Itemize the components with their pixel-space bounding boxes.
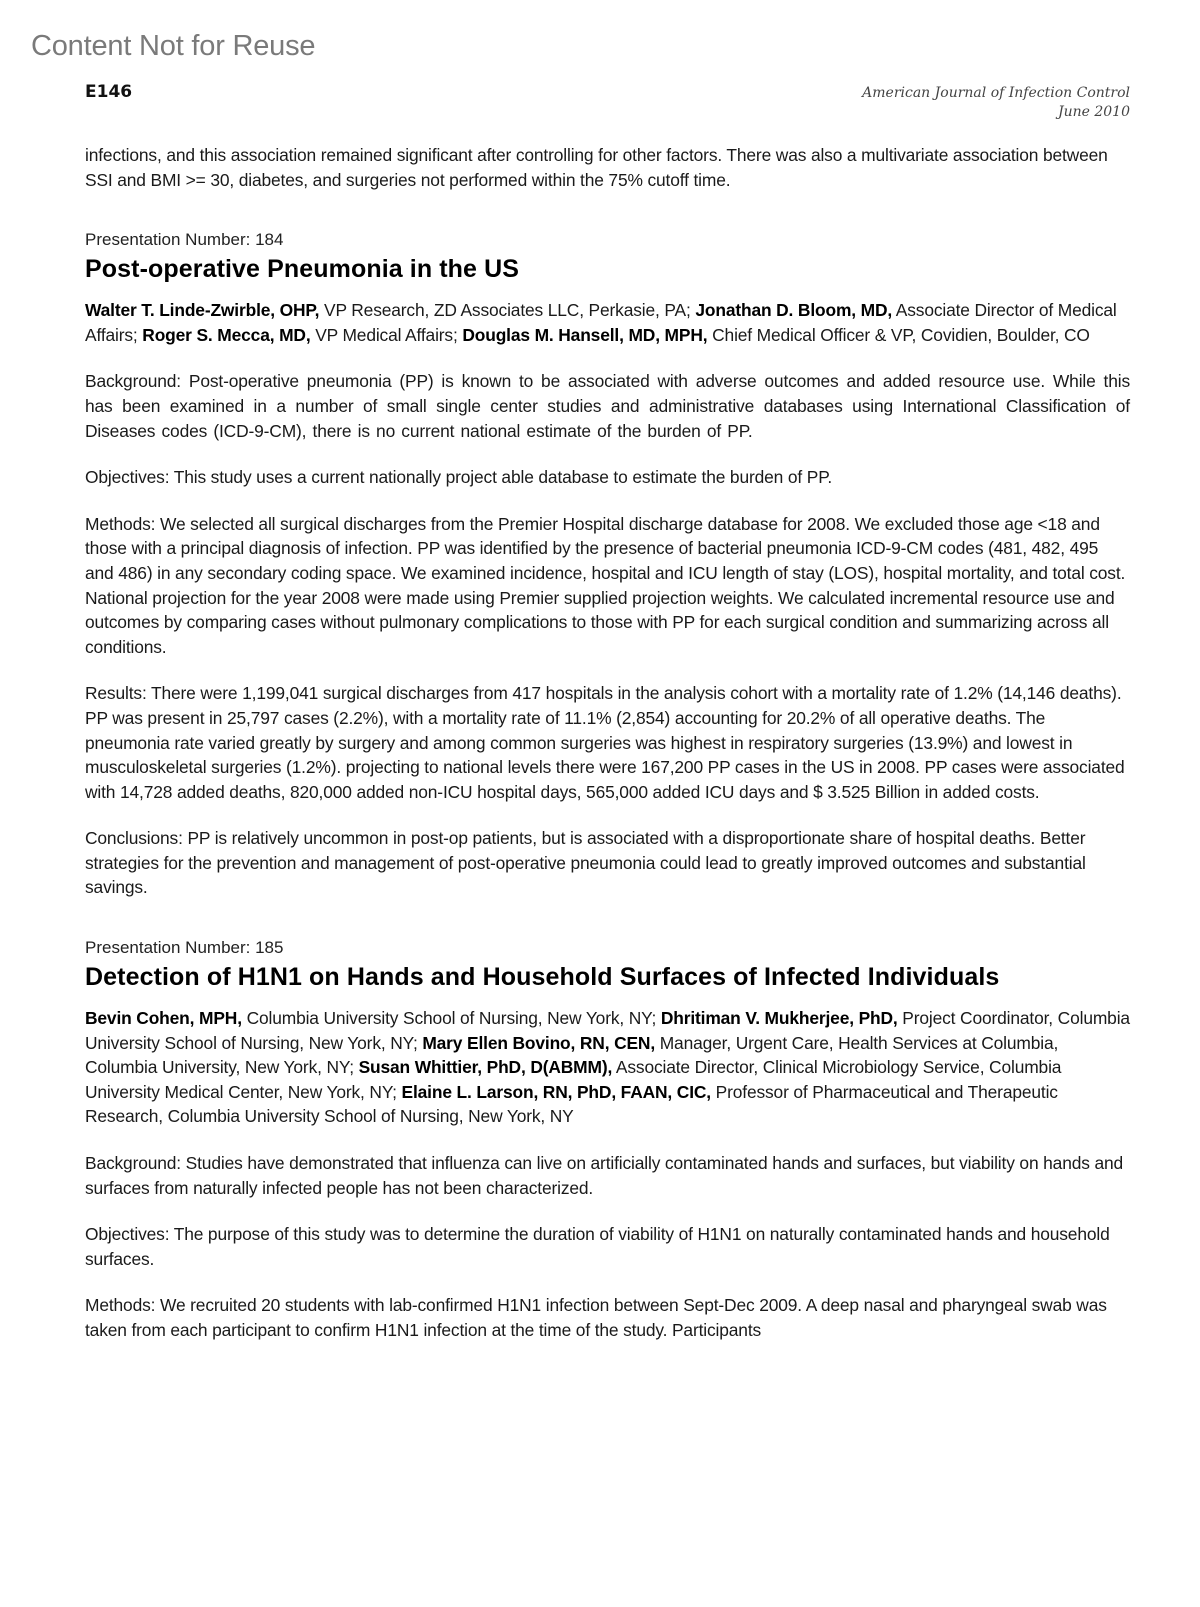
journal-date: June 2010 [1057, 104, 1130, 120]
author-affiliation: Associate Director, Clinical Microbiology Service, Columbia University Medical Center, New York, NY; [85, 1057, 1062, 1102]
methods-paragraph: Methods: We selected all surgical discharges from the Premier Hospital discharge database for 2008. We excluded those age <18 and those with a principal diagnosis of infection. PP was identified by the presence of bacterial pneumonia ICD-9-CM codes (481, 482, 495 and 486) in any secondary coding space. We examined incidence, hospital and ICU length of stay (LOS), hospital mortality, and total cost. National projection for the year 2008 were made using Premier supplied projection weights. We calculated incremental resource use and outcomes by comparing cases without pulmonary complications to those with PP for each surgical condition and summarizing across all conditions. [85, 513, 1126, 657]
author-affiliation: Manager, Urgent Care, Health Services at Columbia, Columbia University, New York, NY; [85, 1032, 1059, 1078]
results-paragraph: Results: There were 1,199,041 surgical discharges from 417 hospitals in the analysis cohort with a mortality rate of 1.2% (14,146 deaths). PP was present in 25,797 cases (2.2%), with a mortality rate of 11.1% (2,854) accounting for 20.2% of all operative deaths. The pneumonia rate varied greatly by surgery and among common surgeries was highest in respiratory surgeries (13.9%) and lowest in musculoskeletal surgeries (1.2%). projecting to national levels there were 167,200 PP cases in the US in 2008. PP cases were associated with 14,728 added deaths, 820,000 added non-ICU hospital days, 565,000 added ICU days and $ 3.525 Billion in added costs. [85, 683, 1125, 802]
background-paragraph: Background: Studies have demonstrated that influenza can live on artificially contaminated hands and surfaces, but viability on hands and surfaces from naturally infected people has not been characterized. [85, 1153, 1124, 1198]
abstract-184 [85, 228, 1130, 900]
conclusions-paragraph: Conclusions: PP is relatively uncommon in post-op patients, but is associated with a disproportionate share of hospital deaths. Better strategies for the prevention and management of post-operative pneumonia could lead to greatly improved outcomes and substantial savings. [85, 828, 1086, 898]
author-name: Walter T. Linde-Zwirble, OHP, [85, 300, 320, 321]
presentation-number: Presentation Number: 184 [85, 230, 284, 250]
author-name: Elaine L. Larson, RN, PhD, FAAN, CIC, [401, 1081, 711, 1102]
author-affiliation: VP Medical Affairs; [310, 324, 463, 345]
journal-title: American Journal of Infection Control [862, 85, 1130, 101]
author-list [85, 1006, 1130, 1129]
page-number: E146 [85, 82, 133, 102]
abstract-title: Post-operative Pneumonia in the US [85, 255, 520, 284]
author-name: Mary Ellen Bovino, RN, CEN, [422, 1032, 656, 1053]
carryover-paragraph: infections, and this association remained significant after controlling for other factors. There was also a multivariate association between SSI and BMI >= 30, diabetes, and surgeries not performed within the 75% cutoff time. [85, 145, 1108, 190]
author-name: Jonathan D. Bloom, MD, [695, 300, 893, 321]
objectives-paragraph: Objectives: This study uses a current nationally project able database to estimate the burden of PP. [85, 467, 833, 488]
author-affiliation: VP Research, ZD Associates LLC, Perkasie, PA; [319, 300, 696, 321]
page-content [85, 143, 1130, 1343]
author-affiliation: Professor of Pharmaceutical and Therapeutic Research, Columbia University School of Nursing, New York, NY [85, 1081, 1058, 1127]
author-affiliation: Columbia University School of Nursing, New York, NY; [241, 1008, 661, 1029]
author-list [85, 298, 1130, 347]
journal-header [862, 84, 1130, 122]
author-affiliation: Chief Medical Officer & VP, Covidien, Boulder, CO [707, 324, 1090, 345]
abstract-185 [85, 936, 1130, 1343]
author-name: Roger S. Mecca, MD, [142, 324, 311, 345]
author-affiliation: Associate Director of Medical Affairs; [85, 300, 1117, 345]
author-name: Dhritiman V. Mukherjee, PhD, [660, 1008, 898, 1029]
author-affiliation: Project Coordinator, Columbia University School of Nursing, New York, NY; [85, 1008, 1130, 1053]
methods-paragraph: Methods: We recruited 20 students with lab-confirmed H1N1 infection between Sept-Dec 2009. A deep nasal and pharyngeal swab was taken from each participant to confirm H1N1 infection at the time of the study. Participants [85, 1295, 1107, 1340]
author-name: Susan Whittier, PhD, D(ABMM), [358, 1057, 613, 1078]
objectives-paragraph: Objectives: The purpose of this study was to determine the duration of viability of H1N1 on naturally contaminated hands and household surfaces. [85, 1224, 1110, 1269]
background-paragraph: Background: Post-operative pneumonia (PP) is known to be associated with adverse outcomes and added resource use. While this has been examined in a number of small single center studies and administrative databases using International Classification of Diseases codes (ICD-9-CM), there is no current national estimate of the burden of PP. [85, 371, 1130, 441]
author-name: Bevin Cohen, MPH, [85, 1008, 242, 1029]
author-name: Douglas M. Hansell, MD, MPH, [462, 324, 708, 345]
abstract-title: Detection of H1N1 on Hands and Household Surfaces of Infected Individuals [85, 963, 1000, 992]
watermark: Content Not for Reuse [31, 30, 316, 62]
presentation-number: Presentation Number: 185 [85, 938, 284, 958]
